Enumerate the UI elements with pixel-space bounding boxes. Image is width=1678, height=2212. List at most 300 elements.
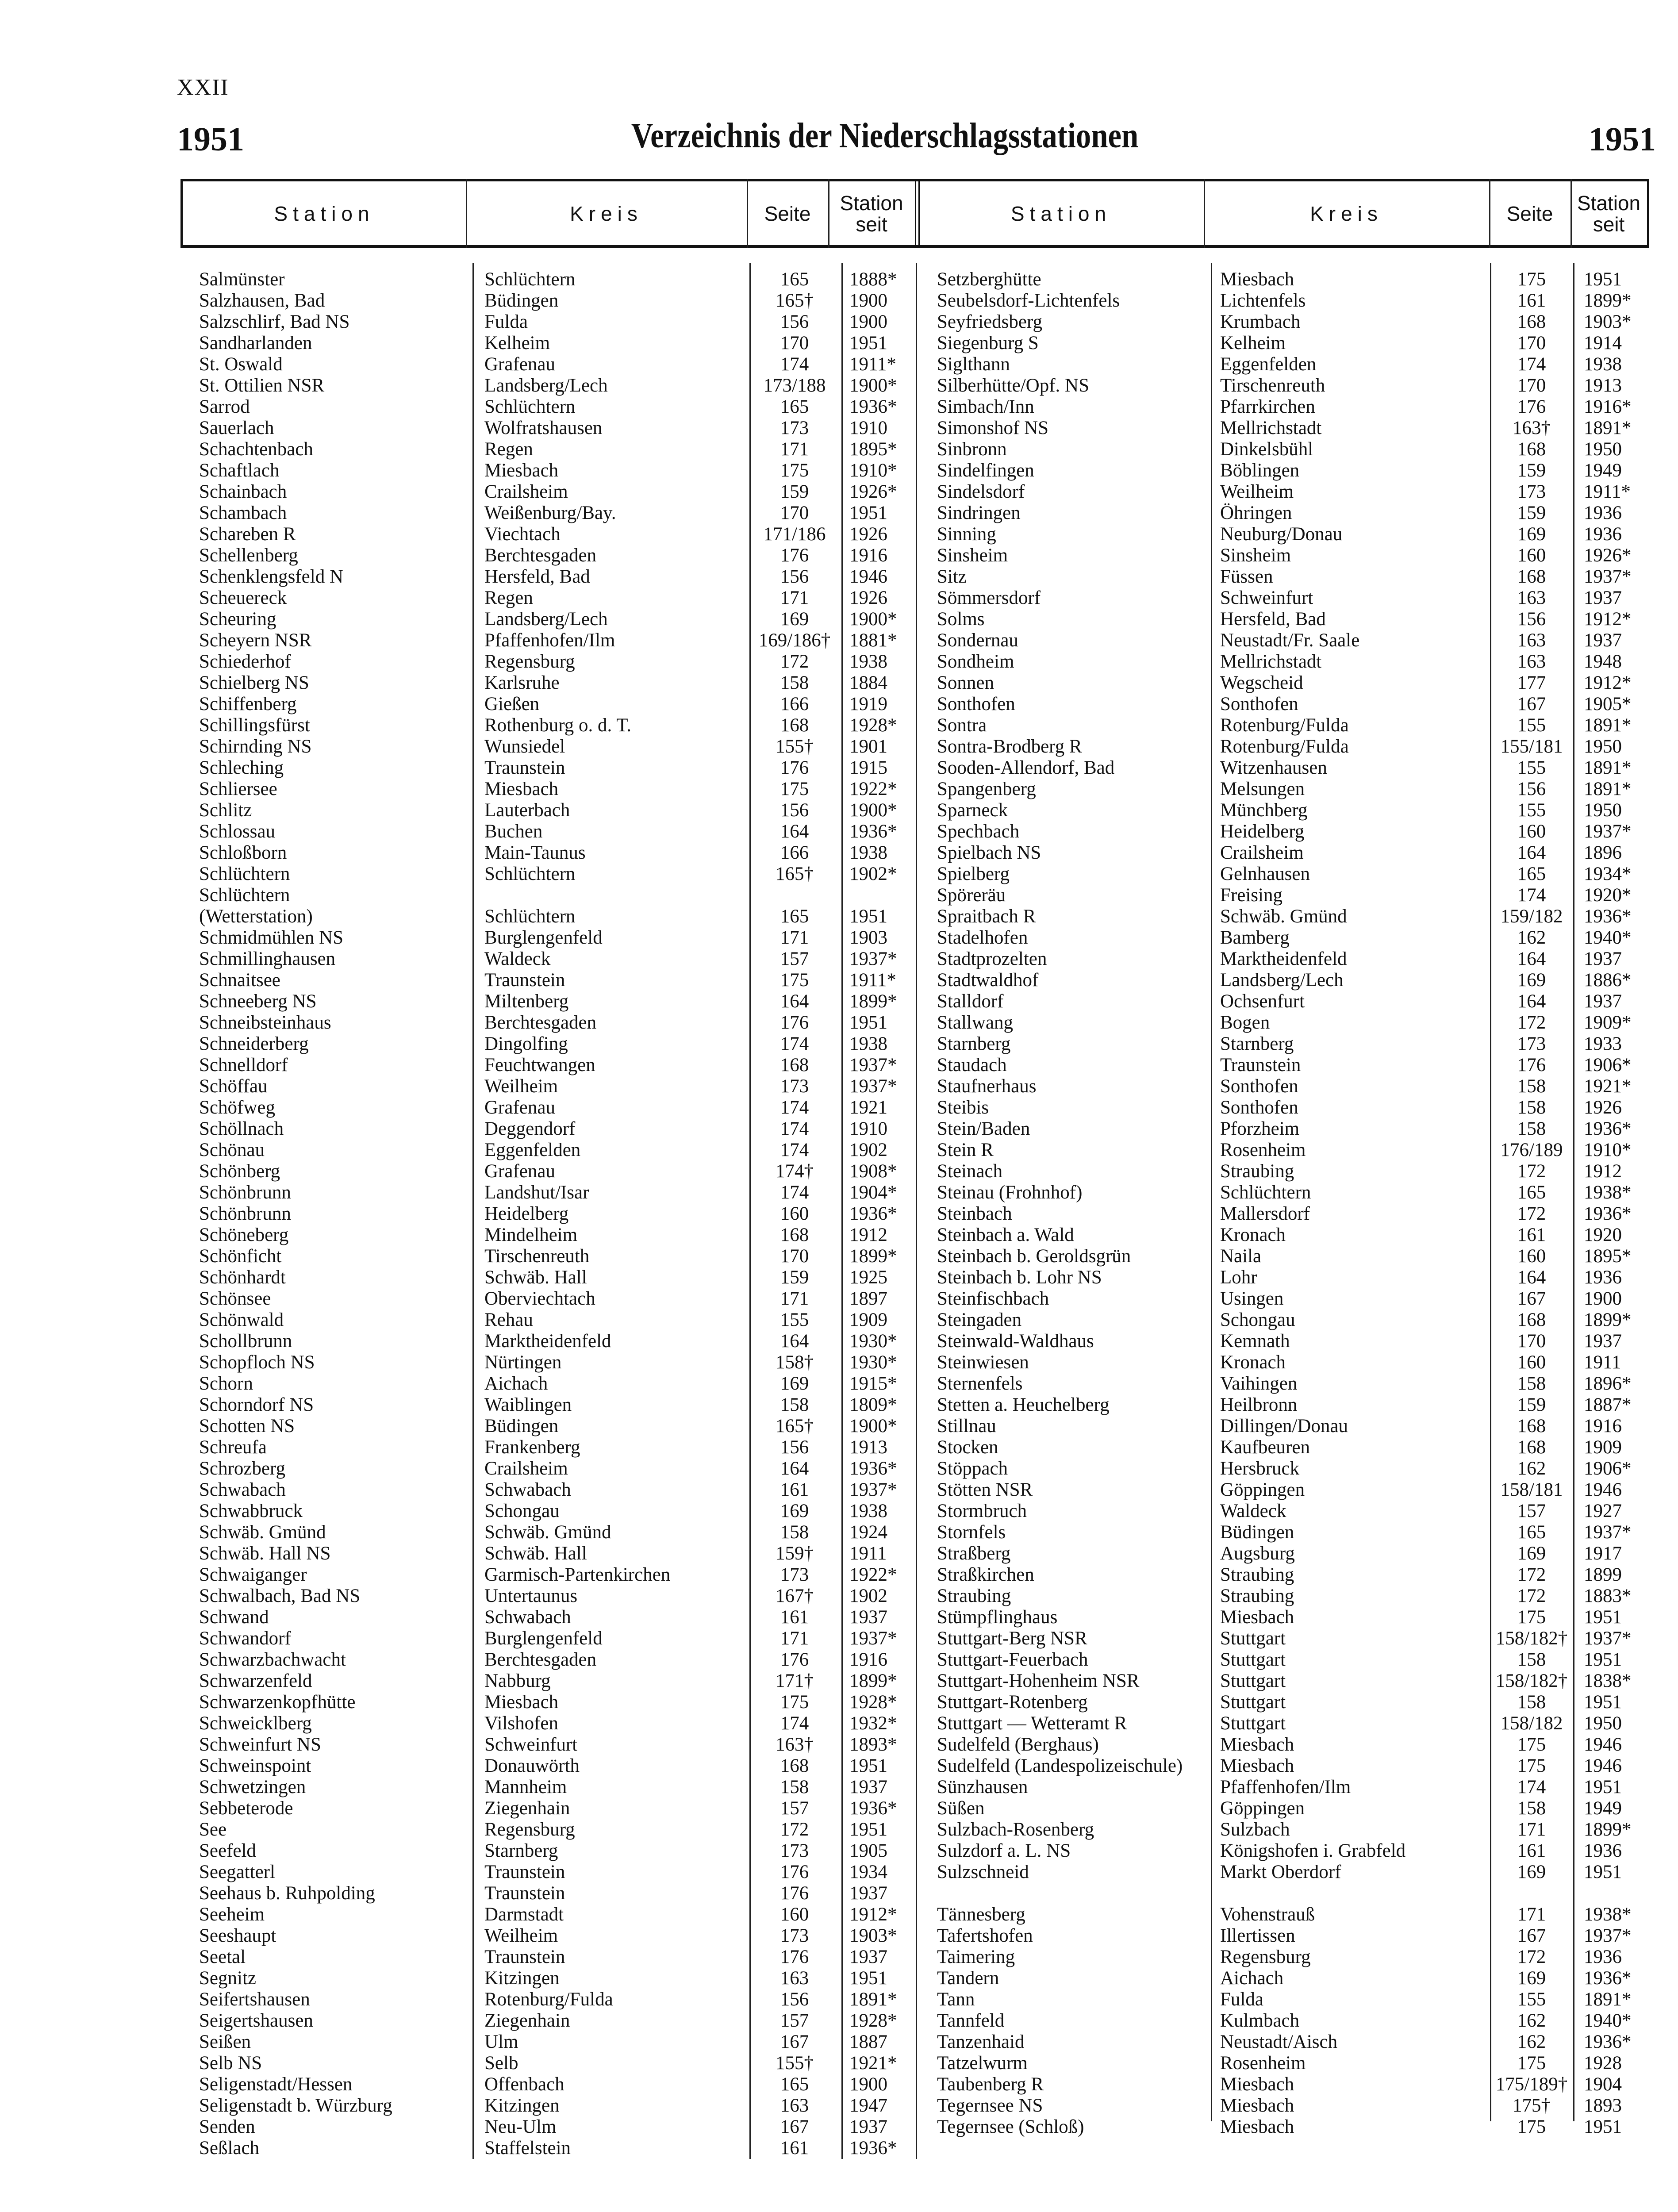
kreis-name: Pfaffenhofen/Ilm (484, 630, 615, 651)
station-name: Schwarzenfeld (199, 1671, 312, 1691)
station-name: Sindelsdorf (937, 481, 1025, 502)
seite-number: 165 (780, 2074, 809, 2095)
station-year: 1921* (1584, 1076, 1632, 1097)
station-name: Schotten NS (199, 1416, 295, 1436)
station-name: Steinbach b. Geroldsgrün (937, 1246, 1131, 1267)
kreis-name: Frankenberg (484, 1437, 580, 1458)
station-name: Tegernsee (Schloß) (937, 2116, 1084, 2137)
kreis-name: Donauwörth (484, 1755, 580, 1776)
kreis-name: Schwabach (484, 1479, 571, 1500)
station-year: 1911 (849, 1543, 887, 1564)
table-row (199, 800, 916, 821)
table-row (199, 630, 916, 651)
station-name: Tandern (937, 1968, 999, 1989)
station-name: Seißen (199, 2032, 251, 2052)
kreis-name: Crailsheim (1220, 842, 1304, 863)
station-year: 1937 (1584, 991, 1622, 1012)
kreis-name: Hersbruck (1220, 1458, 1300, 1479)
station-name: Tann (937, 1989, 975, 2010)
station-year: 1909* (1584, 1012, 1632, 1033)
station-name: Seligenstadt/Hessen (199, 2074, 353, 2095)
station-year: 1951 (849, 503, 887, 523)
kreis-name: Sonthofen (1220, 694, 1298, 714)
table-row (937, 1140, 1663, 1161)
seite-number: 169 (1517, 970, 1546, 991)
station-name: Siglthann (937, 354, 1010, 375)
kreis-name: Wegscheid (1220, 672, 1303, 693)
station-year: 1948 (1584, 651, 1622, 672)
station-name: Steibis (937, 1097, 989, 1118)
kreis-name: Eggenfelden (1220, 354, 1317, 375)
station-name: Schönwald (199, 1310, 284, 1330)
station-year: 1883* (1584, 1586, 1632, 1606)
kreis-name: Crailsheim (484, 481, 568, 502)
table-row (199, 545, 916, 566)
table-row (937, 1033, 1663, 1055)
table-row (937, 545, 1663, 566)
station-name: Sonthofen (937, 694, 1015, 714)
seite-number: 158 (1517, 1076, 1546, 1097)
seite-number: 165† (776, 1416, 814, 1436)
seite-number: 175 (1517, 269, 1546, 290)
station-name: Schrozberg (199, 1458, 286, 1479)
table-row (937, 1564, 1663, 1586)
station-name: Seefeld (199, 1840, 256, 1861)
kreis-name: Straubing (1220, 1586, 1294, 1606)
station-name: Simbach/Inn (937, 396, 1034, 417)
station-name: Spraitbach R (937, 906, 1036, 927)
station-year: 1951 (1584, 1862, 1622, 1882)
station-year: 1936 (1584, 524, 1622, 545)
table-row (937, 524, 1663, 545)
table-row (199, 1394, 916, 1416)
seite-number: 170 (780, 333, 809, 353)
table-row (199, 1097, 916, 1118)
station-year: 1909 (849, 1310, 887, 1330)
table-row (937, 375, 1663, 396)
seite-number: 172 (1517, 1564, 1546, 1585)
station-year: 1951 (849, 906, 887, 927)
station-year: 1906* (1584, 1458, 1632, 1479)
kreis-name: Pfaffenhofen/Ilm (1220, 1777, 1351, 1797)
table-row (937, 1840, 1663, 1862)
station-name: Stein/Baden (937, 1118, 1030, 1139)
seite-number: 161 (1517, 1225, 1546, 1245)
table-row (199, 757, 916, 779)
station-year: 1937 (1584, 1331, 1622, 1352)
station-year: 1902 (849, 1140, 887, 1160)
station-year: 1899* (1584, 1310, 1632, 1330)
kreis-name: Grafenau (484, 1161, 555, 1182)
seite-number: 163† (776, 1734, 814, 1755)
kreis-name: Staffelstein (484, 2138, 571, 2158)
table-row (937, 1331, 1663, 1352)
table-row (937, 779, 1663, 800)
seite-number: 164 (1517, 1267, 1546, 1288)
station-name: Selb NS (199, 2053, 262, 2074)
seite-number: 158 (780, 1522, 809, 1543)
station-year: 1896 (1584, 842, 1622, 863)
station-year: 1899* (849, 1246, 897, 1267)
station-year: 1903 (849, 927, 887, 948)
table-row (937, 1777, 1663, 1798)
table-row (199, 651, 916, 672)
table-row (199, 375, 916, 396)
table-row (199, 1352, 916, 1373)
seite-number: 174 (780, 1140, 809, 1160)
table-row (937, 1416, 1663, 1437)
table-row (937, 991, 1663, 1012)
seite-number: 173 (780, 1564, 809, 1585)
station-year: 1919 (849, 694, 887, 714)
table-row (199, 333, 916, 354)
kreis-name: Witzenhausen (1220, 757, 1327, 778)
kreis-name: Münchberg (1220, 800, 1308, 821)
station-year: 1936* (1584, 1968, 1632, 1989)
kreis-name: Crailsheim (484, 1458, 568, 1479)
kreis-name: Schwäb. Hall (484, 1267, 587, 1288)
station-year: 1937 (849, 1947, 887, 1967)
station-name: Schönsee (199, 1288, 271, 1309)
table-row (937, 906, 1663, 927)
station-name: Straubing (937, 1586, 1011, 1606)
station-name: Seifertshausen (199, 1989, 310, 2010)
kreis-name: Kitzingen (484, 2095, 560, 2116)
table-row (199, 1373, 916, 1394)
table-row (199, 354, 916, 375)
seite-number: 164 (780, 821, 809, 842)
seite-number: 165 (780, 906, 809, 927)
kreis-name: Burglengenfeld (484, 1628, 603, 1649)
table-row (937, 2074, 1663, 2095)
seite-number: 165† (776, 864, 814, 884)
seite-number: 158 (1517, 1798, 1546, 1819)
kreis-name: Mannheim (484, 1777, 567, 1797)
station-name: Schollbrunn (199, 1331, 292, 1352)
header-rule (747, 179, 748, 248)
station-name: Stuttgart-Feuerbach (937, 1649, 1088, 1670)
table-row (199, 1564, 916, 1586)
table-row (199, 1161, 916, 1182)
table-row (937, 1649, 1663, 1671)
station-name: Sulzbach-Rosenberg (937, 1819, 1094, 1840)
station-year: 1924 (849, 1522, 887, 1543)
station-year: 1947 (849, 2095, 887, 2116)
kreis-name: Rehau (484, 1310, 533, 1330)
station-name: Steinbach (937, 1203, 1012, 1224)
kreis-name: Selb (484, 2053, 518, 2074)
station-year: 1912* (849, 1904, 897, 1925)
seite-number: 165 (780, 396, 809, 417)
seite-number: 158 (1517, 1649, 1546, 1670)
table-row (937, 566, 1663, 588)
table-row (199, 949, 916, 970)
kreis-name: Schlüchtern (484, 864, 576, 884)
seite-number: 160 (780, 1203, 809, 1224)
kreis-name: Büdingen (1220, 1522, 1294, 1543)
table-row (199, 1883, 916, 1904)
station-year: 1940* (1584, 2010, 1632, 2031)
kreis-name: Melsungen (1220, 779, 1305, 799)
seite-number: 175 (1517, 2053, 1546, 2074)
station-year: 1926 (849, 588, 887, 608)
seite-number: 158 (780, 1394, 809, 1415)
seite-number: 164 (1517, 991, 1546, 1012)
kreis-name: Fulda (484, 311, 528, 332)
station-year: 1937* (849, 1479, 897, 1500)
station-name: Schellenberg (199, 545, 298, 566)
kreis-name: Mallersdorf (1220, 1203, 1310, 1224)
station-year: 1951 (1584, 1607, 1622, 1628)
kreis-name: Regensburg (1220, 1947, 1311, 1967)
seite-number: 166 (780, 842, 809, 863)
station-name: Sindringen (937, 503, 1021, 523)
kreis-name: Berchtesgaden (484, 545, 597, 566)
seite-number: 158 (780, 672, 809, 693)
station-year: 1938 (849, 842, 887, 863)
kreis-name: Aichach (1220, 1968, 1284, 1989)
table-row (199, 1819, 916, 1840)
station-name: Stuttgart-Berg NSR (937, 1628, 1087, 1649)
seite-number: 156 (780, 1989, 809, 2010)
table-row (199, 885, 916, 906)
seite-number: 174 (780, 1118, 809, 1139)
seite-number: 162 (1517, 927, 1546, 948)
seite-number: 174 (1517, 1777, 1546, 1797)
station-year: 1904 (1584, 2074, 1622, 2095)
kreis-name: Ochsenfurt (1220, 991, 1305, 1012)
station-name: Sulzschneid (937, 1862, 1029, 1882)
seite-number: 167 (780, 2116, 809, 2137)
station-name: Steinau (Frohnhof) (937, 1182, 1083, 1203)
kreis-name: Rosenheim (1220, 1140, 1306, 1160)
seite-number: 165 (780, 269, 809, 290)
station-name: Stalldorf (937, 991, 1004, 1012)
seite-number: 172 (1517, 1586, 1546, 1606)
kreis-name: Bamberg (1220, 927, 1290, 948)
seite-number: 155 (1517, 1989, 1546, 2010)
station-year: 1946 (1584, 1755, 1622, 1776)
seite-number: 171† (776, 1671, 814, 1691)
station-name: Seigertshausen (199, 2010, 313, 2031)
kreis-name: Lohr (1220, 1267, 1257, 1288)
seite-number: 172 (1517, 1947, 1546, 1967)
station-name: Schöneberg (199, 1225, 289, 1245)
station-name: Stillnau (937, 1416, 996, 1436)
station-year: 1937 (849, 1607, 887, 1628)
station-year: 1901 (849, 736, 887, 757)
kreis-name: Miesbach (484, 779, 559, 799)
seite-number: 167 (780, 2032, 809, 2052)
kreis-name: Büdingen (484, 290, 559, 311)
seite-number: 175† (1513, 2095, 1551, 2116)
seite-number: 158/182† (1495, 1671, 1568, 1691)
station-year: 1951 (1584, 2116, 1622, 2137)
kreis-name: Berchtesgaden (484, 1012, 597, 1033)
station-name: Sarrod (199, 396, 250, 417)
seite-number: 161 (1517, 290, 1546, 311)
kreis-name: Stuttgart (1220, 1649, 1286, 1670)
station-name: Schwand (199, 1607, 269, 1628)
station-year: 1893* (849, 1734, 897, 1755)
station-name: Schlitz (199, 800, 252, 821)
kreis-name: Sinsheim (1220, 545, 1291, 566)
table-row (937, 1203, 1663, 1225)
station-year: 1914 (1584, 333, 1622, 353)
station-year: 1936 (1584, 1947, 1622, 1967)
kreis-name: Miesbach (1220, 1734, 1294, 1755)
table-row (937, 1671, 1663, 1692)
table-row (937, 885, 1663, 906)
station-year: 1951 (1584, 1777, 1622, 1797)
table-row (199, 2053, 916, 2074)
kreis-name: Kulmbach (1220, 2010, 1300, 2031)
station-name: Schlüchtern (199, 885, 290, 906)
table-row (937, 1543, 1663, 1564)
station-name: St. Ottilien NSR (199, 375, 325, 396)
table-row (937, 1607, 1663, 1628)
table-row (937, 1734, 1663, 1755)
seite-number: 169/186† (758, 630, 831, 651)
kreis-name: Schwabach (484, 1607, 571, 1628)
table-row (937, 588, 1663, 609)
seite-number: 171/186 (763, 524, 826, 545)
station-name: See (199, 1819, 227, 1840)
station-name: Seligenstadt b. Würzburg (199, 2095, 392, 2116)
kreis-name: Rosenheim (1220, 2053, 1306, 2074)
kreis-name: Öhringen (1220, 503, 1292, 523)
station-name: Staufnerhaus (937, 1076, 1037, 1097)
station-year: 1950 (1584, 736, 1622, 757)
seite-number: 168 (780, 715, 809, 736)
station-year: 1900* (849, 800, 897, 821)
seite-number: 175 (780, 460, 809, 481)
station-name: Seubelsdorf-Lichtenfels (937, 290, 1120, 311)
seite-number: 172 (1517, 1203, 1546, 1224)
station-year: 1950 (1584, 439, 1622, 460)
kreis-name: Starnberg (1220, 1033, 1294, 1054)
seite-number: 176 (780, 545, 809, 566)
station-name: Siegenburg S (937, 333, 1039, 353)
table-row (937, 1458, 1663, 1479)
table-row (937, 2010, 1663, 2032)
station-year: 1936* (849, 1203, 897, 1224)
seite-number: 159 (780, 1267, 809, 1288)
kreis-name: Aichach (484, 1373, 548, 1394)
table-row (199, 1522, 916, 1543)
table-row (199, 396, 916, 418)
station-name: Schwalbach, Bad NS (199, 1586, 361, 1606)
station-name: Spechbach (937, 821, 1020, 842)
station-year: 1926 (1584, 1097, 1622, 1118)
table-row (937, 1501, 1663, 1522)
table-row (199, 2032, 916, 2053)
table-row (199, 906, 916, 927)
table-row (199, 1904, 916, 1925)
kreis-name: Marktheidenfeld (484, 1331, 611, 1352)
table-row (937, 1713, 1663, 1734)
table-row (937, 1246, 1663, 1267)
station-name: Schönbrunn (199, 1182, 291, 1203)
seite-number: 163 (1517, 651, 1546, 672)
station-name: Schenklengsfeld N (199, 566, 344, 587)
station-name: Sudelfeld (Berghaus) (937, 1734, 1099, 1755)
seite-number: 171 (1517, 1819, 1546, 1840)
table-row (199, 1947, 916, 1968)
station-name: Seßlach (199, 2138, 260, 2158)
table-row (199, 2095, 916, 2116)
station-year: 1937 (849, 1777, 887, 1797)
kreis-name: Dillingen/Donau (1220, 1416, 1348, 1436)
station-name: Sonnen (937, 672, 994, 693)
kreis-name: Krumbach (1220, 311, 1301, 332)
table-row (199, 1501, 916, 1522)
station-year: 1951 (849, 1755, 887, 1776)
seite-number: 170 (1517, 333, 1546, 353)
table-row (199, 269, 916, 290)
station-name: Segnitz (199, 1968, 256, 1989)
table-row (199, 503, 916, 524)
header-seite-right: Seite (1506, 202, 1553, 225)
station-name: Schöllnach (199, 1118, 284, 1139)
table-row (937, 609, 1663, 630)
table-row (937, 481, 1663, 503)
seite-number: 162 (1517, 1458, 1546, 1479)
seite-number: 168 (1517, 439, 1546, 460)
station-name: Sparneck (937, 800, 1008, 821)
seite-number: 169 (1517, 524, 1546, 545)
table-row (937, 1055, 1663, 1076)
kreis-name: Sulzbach (1220, 1819, 1290, 1840)
station-name: Schliersee (199, 779, 277, 799)
kreis-name: Mindelheim (484, 1225, 578, 1245)
kreis-name: Buchen (484, 821, 543, 842)
kreis-name: Nürtingen (484, 1352, 562, 1373)
kreis-name: Mellrichstadt (1220, 651, 1322, 672)
station-name: Schielberg NS (199, 672, 309, 693)
station-name: Stadelhofen (937, 927, 1028, 948)
station-year: 1920 (1584, 1225, 1622, 1245)
station-year: 1946 (1584, 1734, 1622, 1755)
station-year: 1951 (1584, 269, 1622, 290)
table-row (199, 439, 916, 460)
station-year: 1946 (849, 566, 887, 587)
station-year: 1938* (1584, 1182, 1632, 1203)
station-year: 1906* (1584, 1055, 1632, 1075)
station-year: 1909 (1584, 1437, 1622, 1458)
station-year: 1915* (849, 1373, 897, 1394)
station-name: Schloßborn (199, 842, 287, 863)
kreis-name: Miesbach (1220, 1755, 1294, 1776)
station-name: Schambach (199, 503, 287, 523)
station-year: 1891* (1584, 757, 1632, 778)
station-year: 1940* (1584, 927, 1632, 948)
kreis-name: Kemnath (1220, 1331, 1290, 1352)
table-row (937, 333, 1663, 354)
station-year: 1891* (1584, 779, 1632, 799)
table-row (199, 715, 916, 736)
year-right: 1951 (1589, 121, 1656, 158)
station-year: 1922* (849, 779, 897, 799)
table-row (199, 1692, 916, 1713)
table-row (199, 290, 916, 311)
seite-number: 161 (1517, 1840, 1546, 1861)
station-name: Stallwang (937, 1012, 1013, 1033)
table-row (199, 1607, 916, 1628)
kreis-name: Sonthofen (1220, 1097, 1298, 1118)
kreis-name: Stuttgart (1220, 1713, 1286, 1734)
station-year: 1949 (1584, 460, 1622, 481)
